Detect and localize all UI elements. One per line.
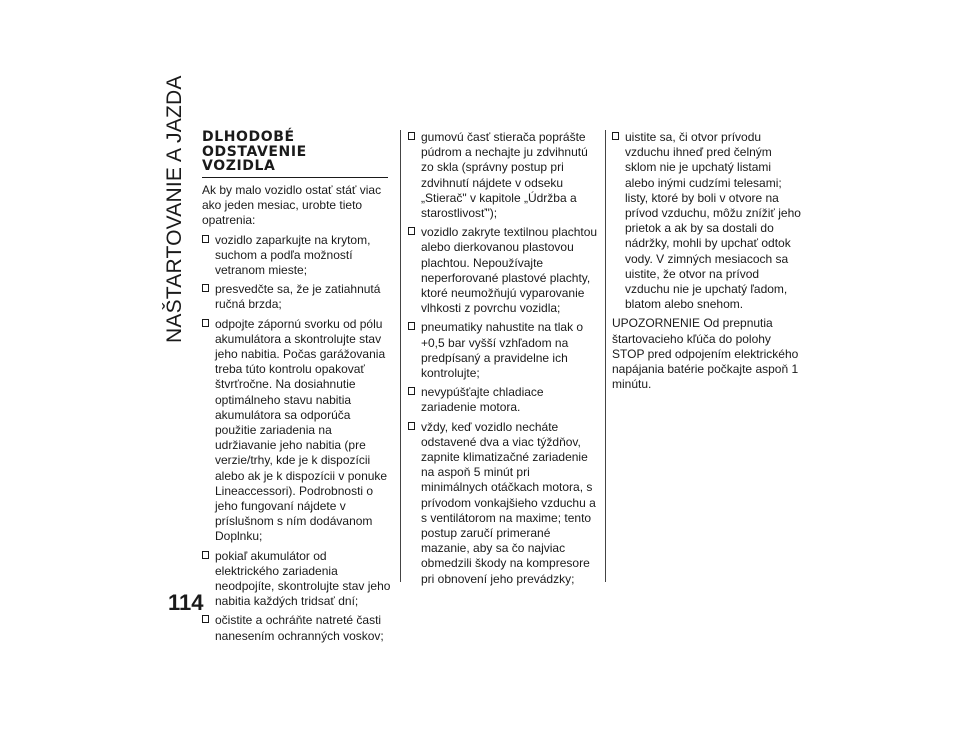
list-item-text: očistite a ochráňte natreté časti nanesením ochranných voskov; — [215, 613, 384, 643]
checkbox-bullet-icon — [408, 387, 415, 395]
list-item-text: vždy, keď vozidlo necháte odstavené dva a viac týždňov, zapnite klimatizačné zariadenie na aspoň 5 minút pri minimálnych otáčkach motora, s prívodom vonkajšieho vzduchu a s ventilátorom na maxime; tento postup zaručí primerané mazanie, aby sa čo najviac obmedzili škody na kompresore pri obnovení jeho prevádzky; — [421, 419, 596, 586]
heading-line-1: DLHODOBÉ — [202, 129, 295, 145]
column-divider — [605, 130, 606, 582]
heading-line-2: ODSTAVENIE — [202, 143, 307, 160]
list-item — [408, 320, 598, 381]
checkbox-bullet-icon — [202, 551, 209, 559]
chapter-side-title: NAŠTARTOVANIE A JAZDA — [163, 75, 186, 343]
checkbox-bullet-icon — [408, 322, 415, 330]
list-item — [408, 420, 598, 587]
list-item — [612, 130, 802, 312]
text-column-3 — [612, 130, 802, 396]
list-item-text: vozidlo zakryte textilnou plachtou alebo dierkovanou plastovou plachtou. Nepoužívajte neperforované plastové plachty, ktoré neumožňujú vyparovanie vlhkosti z povrchu vozidla; — [421, 225, 598, 316]
list-item-text: gumovú časť stierača poprášte púdrom a nechajte ju zdvihnutú zo skla (správny postup pri zdvihnutí nájdete v odseku „Stierač" v kapitole „Údržba a starostlivosť"); — [421, 130, 588, 221]
checkbox-bullet-icon — [202, 615, 209, 623]
list-item-text: presvedčte sa, že je zatiahnutá ručná brzda; — [215, 282, 381, 312]
section-heading — [202, 130, 388, 178]
list-item — [202, 549, 392, 610]
text-column-2 — [408, 130, 598, 591]
checkbox-bullet-icon — [202, 284, 209, 292]
checkbox-bullet-icon — [408, 422, 415, 430]
list-item — [408, 385, 598, 415]
list-item — [202, 282, 392, 312]
list-item-text: pneumatiky nahustite na tlak o +0,5 bar vyšší vzhľadom na predpísaný a pravidelne ich kontrolujte; — [421, 320, 584, 381]
list-item-text: uistite sa, či otvor prívodu vzduchu ihneď pred čelným sklom nie je upchatý listami alebo inými cudzími telesami; listy, ktoré by boli v otvore na prívod vzduchu, môžu znížiť jeho prietok a ak by sa dostali do nádržky, mohli by upchať odtok vody. V zimných mesiacoch sa uistite, že otvor na prívod vzduchu nie je upchatý ľadom, blatom alebo snehom. — [625, 130, 801, 312]
list-item — [202, 613, 392, 643]
column-divider — [400, 130, 401, 582]
text-column-1 — [202, 183, 392, 648]
warning-paragraph: UPOZORNENIE Od prepnutia štartovacieho kľúča do polohy STOP pred odpojením elektrického napájania batérie počkajte aspoň 1 minútu. — [612, 316, 799, 392]
list-item-text: odpojte zápornú svorku od pólu akumulátora a skontrolujte stav jeho nabitia. Počas garážovania treba túto kontrolu opakovať štvrťročne. Na dosiahnutie optimálneho stavu nabitia akumulátora sa odporúča použitie zariadenia na udržiavanie jeho nabitia (pre verzie/trhy, kde je k dispozícii alebo ak je k dispozícii v ponuke Lineaccessori). Podrobnosti o jeho fungovaní nájdete v príslušnom s ním dodávanom Doplnku; — [215, 316, 388, 544]
bullet-list — [408, 130, 598, 587]
list-item — [202, 233, 392, 279]
list-item — [408, 225, 598, 316]
page-number: 114 — [168, 590, 204, 615]
checkbox-bullet-icon — [202, 319, 209, 327]
bullet-list — [202, 233, 392, 644]
checkbox-bullet-icon — [202, 235, 209, 243]
list-item — [202, 317, 392, 545]
checkbox-bullet-icon — [408, 132, 415, 140]
list-item-text: vozidlo zaparkujte na krytom, suchom a podľa možností vetranom mieste; — [215, 232, 371, 278]
bullet-list — [612, 130, 802, 312]
checkbox-bullet-icon — [408, 227, 415, 235]
intro-paragraph: Ak by malo vozidlo ostať stáť viac ako jeden mesiac, urobte tieto opatrenia: — [202, 183, 382, 228]
list-item-text: nevypúšťajte chladiace zariadenie motora. — [421, 385, 544, 415]
list-item-text: pokiaľ akumulátor od elektrického zariadenia neodpojíte, skontrolujte stav jeho nabitia každých tridsať dní; — [215, 548, 391, 609]
list-item — [408, 130, 598, 221]
checkbox-bullet-icon — [612, 132, 619, 140]
heading-line-3: VOZIDLA — [202, 158, 276, 174]
